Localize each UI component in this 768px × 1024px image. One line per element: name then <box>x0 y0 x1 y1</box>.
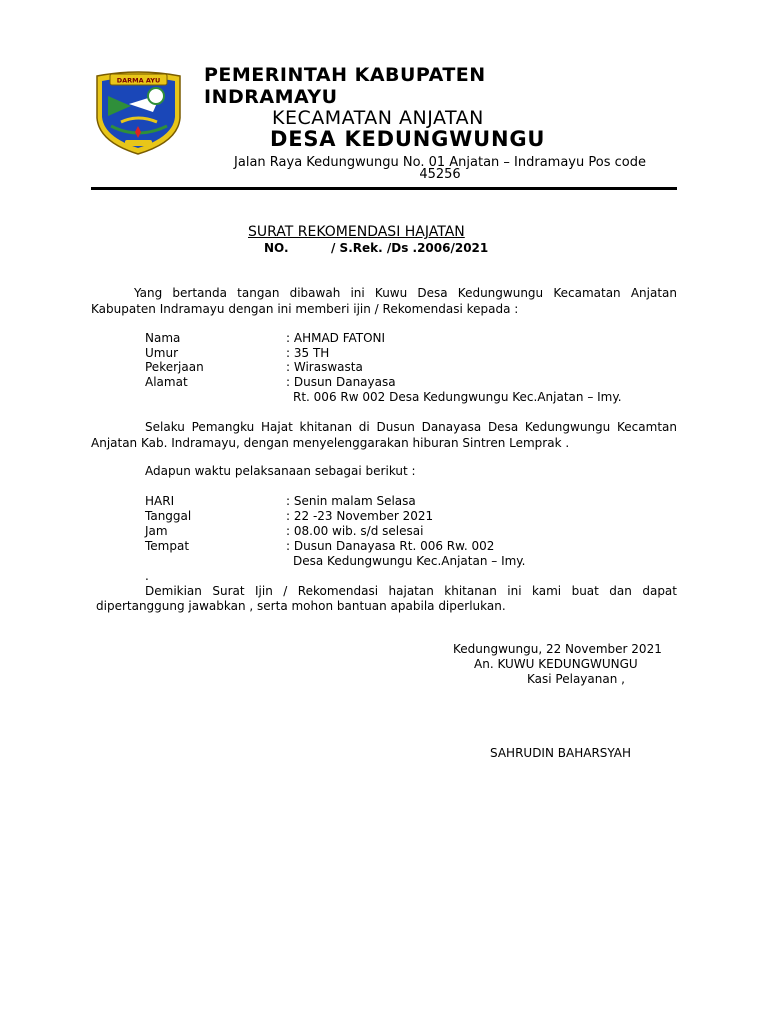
header-address-line-1: Jalan Raya Kedungwungu No. 01 Anjatan – Indramayu Pos code <box>234 155 646 170</box>
regency-logo <box>91 66 186 156</box>
header-address-line-2: 45256 <box>419 167 461 182</box>
header-divider <box>91 187 677 190</box>
person-value-pekerjaan: : Wiraswasta <box>286 360 363 374</box>
letter-number-label: NO. <box>264 241 289 255</box>
person-value-umur: : 35 TH <box>286 346 330 360</box>
header-line-2: INDRAMAYU <box>204 86 338 108</box>
signature-on-behalf: An. KUWU KEDUNGWUNGU <box>474 657 638 671</box>
event-label-hari: HARI <box>145 494 175 508</box>
signature-place-date: Kedungwungu, 22 November 2021 <box>453 642 662 656</box>
signature-position: Kasi Pelayanan , <box>527 672 625 686</box>
intro-line-1: Yang bertanda tangan dibawah ini Kuwu Desa Kedungwungu Kecamatan Anjatan <box>134 286 677 300</box>
closing-line-2: dipertanggung jawabkan , serta mohon bantuan apabila diperlukan. <box>96 599 506 613</box>
event-value-jam: : 08.00 wib. s/d selesai <box>286 524 424 538</box>
person-label-umur: Umur <box>145 346 179 360</box>
signature-name: SAHRUDIN BAHARSYAH <box>490 746 632 760</box>
person-value-nama: : AHMAD FATONI <box>286 331 386 345</box>
event-label-jam: Jam <box>145 524 168 538</box>
event-place-continuation: Desa Kedungwungu Kec.Anjatan – Imy. <box>293 554 526 568</box>
purpose-line-1: Selaku Pemangku Hajat khitanan di Dusun Danayasa Desa Kedungwungu Kecamtan <box>145 420 677 434</box>
letter-title: SURAT REKOMENDASI HAJATAN <box>248 224 465 240</box>
event-value-tanggal: : 22 -23 November 2021 <box>286 509 434 523</box>
event-value-hari: : Senin malam Selasa <box>286 494 416 508</box>
header-line-4: DESA KEDUNGWUNGU <box>270 127 546 151</box>
person-label-pekerjaan: Pekerjaan <box>145 360 204 374</box>
event-label-tempat: Tempat <box>145 539 190 553</box>
header-line-3: KECAMATAN ANJATAN <box>272 107 484 129</box>
event-value-tempat: : Dusun Danayasa Rt. 006 Rw. 002 <box>286 539 495 553</box>
stray-dot: . <box>145 569 149 583</box>
person-label-alamat: Alamat <box>145 375 188 389</box>
logo-text: DARMA AYU <box>116 76 161 85</box>
person-address-continuation: Rt. 006 Rw 002 Desa Kedungwungu Kec.Anjatan – Imy. <box>293 390 622 404</box>
person-label-nama: Nama <box>145 331 181 345</box>
intro-line-2: Kabupaten Indramayu dengan ini memberi ijin / Rekomendasi kepada : <box>91 302 519 316</box>
letter-number-value: / S.Rek. /Ds .2006/2021 <box>331 241 489 255</box>
purpose-line-2: Anjatan Kab. Indramayu, dengan menyelenggarakan hiburan Sintren Lemprak . <box>91 436 570 450</box>
header-line-1: PEMERINTAH KABUPATEN <box>204 64 486 86</box>
person-value-alamat: : Dusun Danayasa <box>286 375 396 389</box>
event-label-tanggal: Tanggal <box>145 509 192 523</box>
schedule-intro: Adapun waktu pelaksanaan sebagai berikut : <box>145 464 416 478</box>
regency-emblem-icon <box>91 66 186 156</box>
closing-line-1: Demikian Surat Ijin / Rekomendasi hajatan khitanan ini kami buat dan dapat <box>145 584 677 598</box>
